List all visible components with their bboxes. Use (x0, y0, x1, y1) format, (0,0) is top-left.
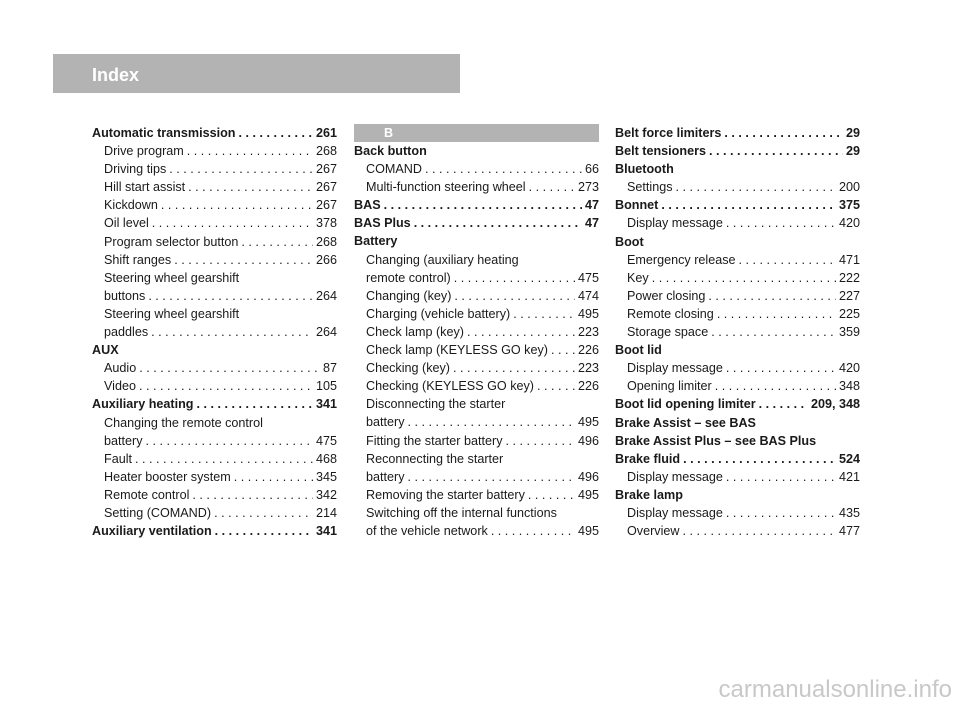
entry-text: BAS Plus (354, 216, 411, 231)
dot-leader (238, 233, 313, 251)
dot-leader (488, 522, 575, 540)
index-subentry (615, 269, 860, 287)
dot-leader (721, 124, 843, 142)
page-number: 496 (577, 433, 599, 448)
page-number: 29 (845, 126, 860, 140)
index-subentry (354, 287, 599, 305)
dot-leader (405, 468, 575, 486)
dot-leader (756, 395, 808, 413)
dot-leader (193, 395, 313, 413)
page-number: 268 (315, 144, 337, 159)
index-subentry (92, 414, 337, 432)
dot-leader (723, 359, 836, 377)
index-entry (615, 142, 860, 160)
entry-text: Power closing (627, 288, 706, 303)
index-entry (615, 414, 860, 432)
entry-text: battery (366, 469, 405, 484)
index-entry (615, 395, 860, 413)
entry-text: Settings (627, 180, 673, 195)
page-number: 468 (315, 451, 337, 466)
entry-text: Display message (627, 505, 723, 520)
entry-text: Disconnecting the starter (366, 397, 506, 412)
entry-text: Remote control (104, 487, 190, 502)
index-column-3 (615, 124, 860, 540)
entry-text: Charging (vehicle battery) (366, 306, 511, 321)
entry-text: Boot lid opening limiter (615, 397, 756, 412)
dot-leader (411, 214, 582, 232)
dot-leader (510, 305, 575, 323)
page-number: 266 (315, 252, 337, 267)
dot-leader (705, 287, 836, 305)
entry-text: Bluetooth (615, 162, 674, 177)
entry-text: Opening limiter (627, 379, 712, 394)
index-subentry (615, 504, 860, 522)
page-number: 421 (838, 469, 860, 484)
page-number: 223 (577, 361, 599, 376)
letter-section-heading: B (354, 124, 599, 142)
page-number: 268 (315, 234, 337, 249)
entry-text: Video (104, 379, 136, 394)
entry-text: remote control) (366, 270, 451, 285)
entry-text: Checking (key) (366, 361, 450, 376)
page-number: 359 (838, 325, 860, 340)
page-title: Index (92, 65, 140, 85)
entry-text: Program selector button (104, 234, 239, 249)
dot-leader (231, 468, 313, 486)
index-entry (92, 124, 337, 142)
index-entry (354, 214, 599, 232)
dot-leader (723, 214, 836, 232)
dot-leader (548, 341, 575, 359)
dot-leader (723, 504, 836, 522)
watermark-text: carmanualsonline.info (718, 676, 952, 703)
entry-text: Check lamp (KEYLESS GO key) (366, 343, 548, 358)
entry-text: Oil level (104, 216, 149, 231)
dot-leader (381, 196, 582, 214)
entry-text: Shift ranges (104, 252, 172, 267)
index-subentry (92, 196, 337, 214)
page-number: 495 (577, 523, 599, 538)
dot-leader (136, 359, 320, 377)
index-entry (615, 341, 860, 359)
entry-text: Switching off the internal functions (366, 505, 557, 520)
entry-text: Boot lid (615, 343, 662, 358)
index-entry (615, 124, 860, 142)
entry-text: Storage space (627, 325, 709, 340)
entry-text: Kickdown (104, 198, 158, 213)
dot-leader (136, 377, 313, 395)
dot-leader (658, 196, 836, 214)
index-subentry (354, 432, 599, 450)
index-subentry (92, 450, 337, 468)
index-subentry (615, 359, 860, 377)
page-number: 264 (315, 288, 337, 303)
dot-leader (211, 504, 313, 522)
page-number: 214 (315, 505, 337, 520)
entry-text: Boot (615, 234, 644, 249)
page-number: 524 (838, 451, 860, 466)
page-number: 222 (838, 270, 860, 285)
dot-leader (166, 160, 313, 178)
entry-text: of the vehicle network (366, 523, 488, 538)
page-number: 348 (838, 379, 860, 394)
index-subentry (615, 214, 860, 232)
entry-text: Display message (627, 469, 723, 484)
dot-leader (405, 413, 575, 431)
entry-text: Remote closing (627, 306, 714, 321)
entry-text: Drive program (104, 144, 184, 159)
page-number: 474 (577, 288, 599, 303)
dot-leader (525, 486, 575, 504)
index-subentry (92, 178, 337, 196)
dot-leader (184, 142, 313, 160)
page-number: 47 (584, 216, 599, 231)
index-column-2 (354, 124, 599, 540)
page-number: 264 (315, 325, 337, 340)
page-number: 341 (315, 524, 337, 539)
page-number: 378 (315, 216, 337, 231)
index-subentry (92, 251, 337, 269)
index-entry (354, 232, 599, 250)
page-number: 471 (838, 252, 860, 267)
entry-text: Overview (627, 524, 680, 539)
page-number: 223 (577, 324, 599, 339)
entry-text: Audio (104, 361, 137, 376)
page-number: 475 (577, 270, 599, 285)
index-subentry (92, 305, 337, 323)
entry-text: Brake lamp (615, 487, 683, 502)
index-subentry (615, 251, 860, 269)
entry-text: Removing the starter battery (366, 487, 525, 502)
entry-text: Steering wheel gearshift (104, 306, 240, 321)
index-entry (615, 233, 860, 251)
page-number: 345 (315, 469, 337, 484)
index-subentry (92, 432, 337, 450)
dot-leader (145, 287, 313, 305)
index-subentry (92, 377, 337, 395)
entry-text: Auxiliary ventilation (92, 524, 212, 539)
dot-leader (451, 287, 575, 305)
index-subentry (92, 468, 337, 486)
page-number: 477 (838, 524, 860, 539)
entry-text: Battery (354, 234, 398, 249)
dot-leader (708, 323, 836, 341)
page-number: 87 (322, 361, 337, 376)
dot-leader (679, 522, 836, 540)
index-entry (615, 432, 860, 450)
entry-text: Changing the remote control (104, 415, 263, 430)
index-subentry (354, 468, 599, 486)
index-entry (92, 395, 337, 413)
page-number: 226 (577, 379, 599, 394)
dot-leader (712, 377, 836, 395)
entry-text: Belt tensioners (615, 144, 706, 159)
index-subentry (92, 160, 337, 178)
dot-leader (212, 522, 313, 540)
page-number: 105 (315, 379, 337, 394)
entry-text: Changing (key) (366, 288, 452, 303)
dot-leader (149, 214, 313, 232)
dot-leader (673, 178, 836, 196)
index-subentry (92, 486, 337, 504)
page-number: 435 (838, 505, 860, 520)
index-subentry (92, 269, 337, 287)
index-entry (615, 486, 860, 504)
dot-leader (148, 323, 313, 341)
entry-text: Heater booster system (104, 469, 231, 484)
page-number: 267 (315, 198, 337, 213)
index-subentry (92, 323, 337, 341)
entry-text: battery (104, 433, 143, 448)
entry-text: Changing (auxiliary heating (366, 252, 519, 267)
index-subentry (354, 377, 599, 395)
index-subentry (354, 450, 599, 468)
entry-text: Brake fluid (615, 451, 681, 466)
index-subentry (615, 287, 860, 305)
page-number: 375 (838, 198, 860, 213)
page-number: 495 (577, 306, 599, 321)
dot-leader (450, 359, 575, 377)
page-number: 29 (845, 144, 860, 159)
entry-text: buttons (104, 288, 146, 303)
page-number: 420 (838, 216, 860, 231)
index-subentry (354, 486, 599, 504)
dot-leader (451, 269, 575, 287)
entry-text: Driving tips (104, 162, 167, 177)
index-subentry (92, 142, 337, 160)
index-subentry (615, 323, 860, 341)
page-number: 267 (315, 180, 337, 195)
index-subentry (354, 522, 599, 540)
page-number: 209, 348 (810, 397, 860, 412)
index-subentry (92, 214, 337, 232)
entry-text: Fault (104, 451, 132, 466)
dot-leader (143, 432, 313, 450)
entry-text: COMAND (366, 162, 422, 177)
dot-leader (649, 269, 836, 287)
entry-text: Brake Assist Plus – see BAS Plus (615, 433, 817, 448)
entry-text: Back button (354, 144, 427, 158)
page-number: 47 (584, 198, 599, 213)
entry-text: Emergency release (627, 252, 736, 267)
index-subentry (92, 287, 337, 305)
entry-text: battery (366, 415, 405, 430)
index-subentry (354, 413, 599, 431)
entry-text: Bonnet (615, 198, 659, 213)
dot-leader (235, 124, 313, 142)
page-number: 200 (838, 180, 860, 195)
page-number: 341 (315, 397, 337, 412)
dot-leader (723, 468, 836, 486)
entry-text: Setting (COMAND) (104, 505, 212, 520)
index-subentry (354, 504, 599, 522)
index-subentry (615, 468, 860, 486)
page-number: 225 (838, 306, 860, 321)
dot-leader (422, 160, 582, 178)
entry-text: AUX (92, 343, 119, 358)
dot-leader (736, 251, 836, 269)
entry-text: Checking (KEYLESS GO key) (366, 379, 534, 394)
page-number: 261 (315, 126, 337, 140)
page-number: 475 (315, 433, 337, 448)
index-subentry (615, 178, 860, 196)
dot-leader (526, 178, 575, 196)
page-number: 420 (838, 361, 860, 376)
page-number: 227 (838, 288, 860, 303)
index-entry (92, 522, 337, 540)
entry-text: Reconnecting the starter (366, 451, 504, 466)
index-subentry (615, 305, 860, 323)
index-entry (615, 450, 860, 468)
entry-text: paddles (104, 325, 149, 340)
entry-text: Display message (627, 216, 723, 231)
index-column-1 (92, 124, 337, 540)
entry-text: BAS (354, 198, 381, 213)
index-entry (615, 196, 860, 214)
dot-leader (680, 450, 836, 468)
entry-text: Multi-function steering wheel (366, 180, 526, 195)
index-subentry (92, 233, 337, 251)
index-subentry (354, 251, 599, 269)
entry-text: Automatic transmission (92, 126, 236, 140)
dot-leader (706, 142, 843, 160)
entry-text: Display message (627, 361, 723, 376)
index-subentry (615, 522, 860, 540)
dot-leader (158, 196, 313, 214)
index-entry (92, 341, 337, 359)
dot-leader (464, 323, 575, 341)
dot-leader (171, 251, 313, 269)
dot-leader (503, 432, 575, 450)
entry-text: Belt force limiters (615, 126, 722, 140)
index-subentry (354, 305, 599, 323)
dot-leader (534, 377, 575, 395)
entry-text: Steering wheel gearshift (104, 270, 240, 285)
entry-text: Brake Assist – see BAS (615, 415, 756, 430)
entry-text: Auxiliary heating (92, 397, 194, 412)
index-subentry (354, 323, 599, 341)
index-subentry (354, 341, 599, 359)
page-number: 342 (315, 487, 337, 502)
page-number: 226 (577, 343, 599, 358)
page-number: 273 (577, 180, 599, 195)
page-number: 495 (577, 415, 599, 430)
index-subentry (92, 359, 337, 377)
index-subentry (615, 377, 860, 395)
index-subentry (354, 160, 599, 178)
entry-text: Fitting the starter battery (366, 433, 503, 448)
page-number: 495 (577, 487, 599, 502)
page-number: 66 (584, 162, 599, 177)
dot-leader (132, 450, 313, 468)
index-subentry (92, 504, 337, 522)
index-entry (615, 160, 860, 178)
entry-text: Check lamp (key) (366, 324, 464, 339)
index-subentry (354, 178, 599, 196)
dot-leader (714, 305, 836, 323)
index-subentry (354, 269, 599, 287)
entry-text: Hill start assist (104, 180, 186, 195)
index-subentry (354, 395, 599, 413)
page-number: 496 (577, 469, 599, 484)
dot-leader (189, 486, 313, 504)
entry-text: Key (627, 270, 649, 285)
index-entry (354, 196, 599, 214)
dot-leader (185, 178, 313, 196)
index-entry (354, 142, 599, 160)
page-number: 267 (315, 162, 337, 177)
index-subentry (354, 359, 599, 377)
